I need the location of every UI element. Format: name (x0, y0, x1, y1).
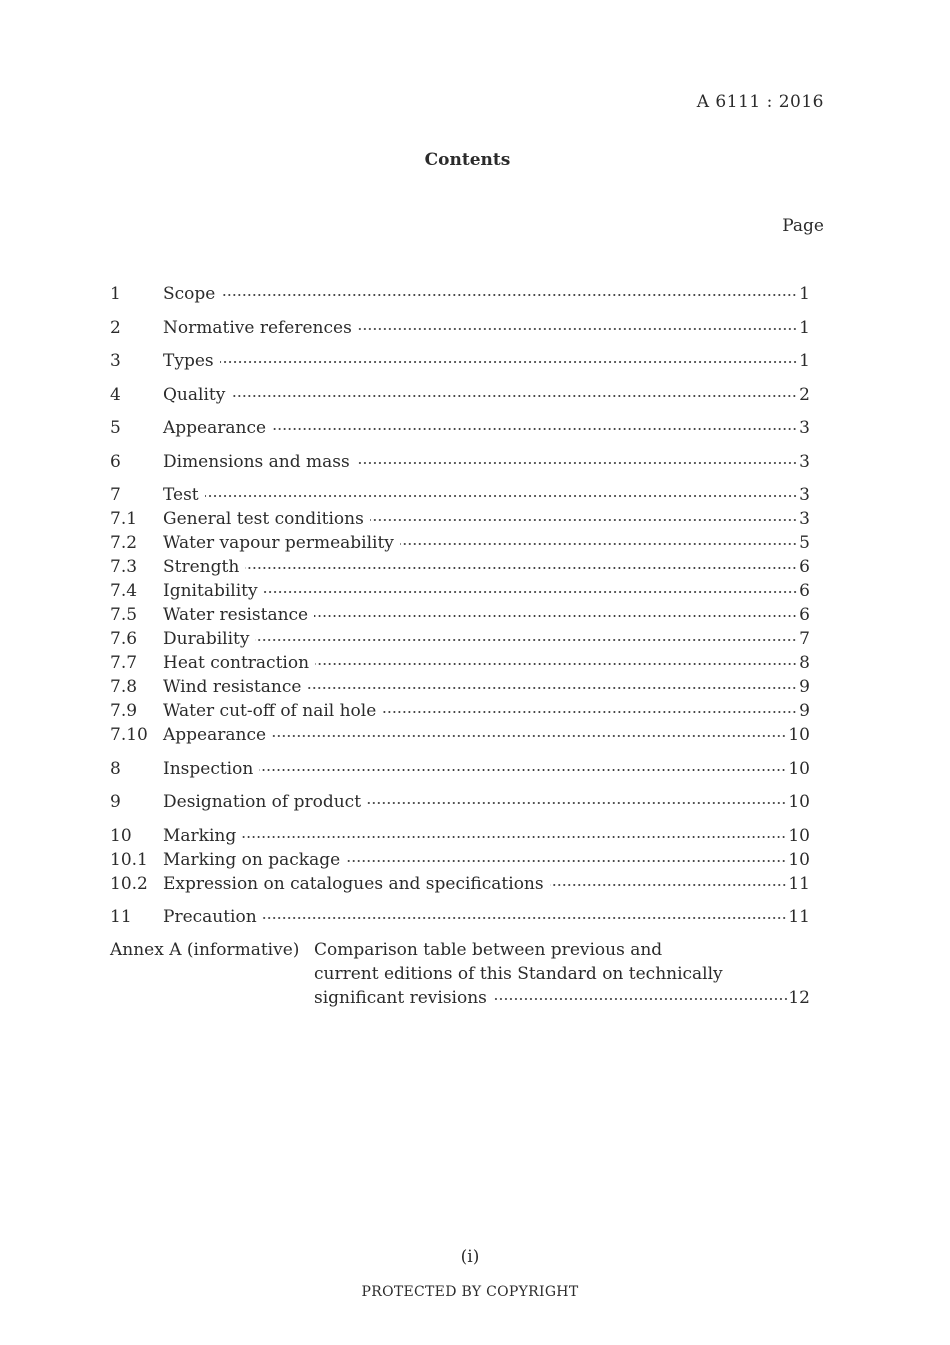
toc-title: Heat contraction (163, 653, 310, 673)
table-of-contents (110, 282, 810, 1010)
toc-entry-8[interactable] (110, 757, 810, 781)
toc-page: 9 (799, 677, 810, 697)
toc-page: 3 (799, 418, 810, 438)
toc-title: Types (163, 351, 214, 371)
toc-page: 10 (788, 849, 810, 870)
leader-dots (242, 835, 786, 839)
toc-title: Strength (163, 557, 240, 577)
toc-page: 9 (799, 701, 810, 721)
leader-dots (315, 662, 797, 666)
toc-number: 10.2 (110, 873, 148, 894)
toc-entry-7-5[interactable] (110, 603, 810, 627)
annex-label: Annex A (informative) (110, 940, 300, 960)
toc-number: 7.3 (110, 557, 138, 577)
leader-dots (307, 686, 797, 690)
toc-entry-7-3[interactable] (110, 555, 810, 579)
leader-dots (367, 801, 786, 805)
toc-title: Wind resistance (163, 677, 302, 697)
toc-title: Durability (163, 629, 250, 649)
leader-dots (245, 566, 797, 570)
toc-number: 4 (110, 384, 121, 405)
toc-entry-1[interactable] (110, 282, 810, 306)
leader-dots (221, 293, 797, 297)
toc-entry-4[interactable] (110, 383, 810, 407)
toc-title: Inspection (163, 758, 254, 779)
toc-entry-9[interactable] (110, 790, 810, 814)
toc-title: Quality (163, 384, 226, 405)
leader-dots (314, 614, 797, 618)
leader-dots (272, 427, 797, 431)
toc-entry-10-1[interactable] (110, 848, 810, 872)
toc-entry-7-4[interactable] (110, 579, 810, 603)
toc-number: 7.1 (110, 509, 138, 529)
leader-dots (346, 859, 786, 863)
leader-dots (264, 590, 798, 594)
leader-dots (231, 394, 797, 398)
toc-number: 7 (110, 485, 121, 505)
leader-dots (255, 638, 797, 642)
toc-entry-7-8[interactable] (110, 675, 810, 699)
toc-entry-11[interactable] (110, 905, 810, 929)
toc-title: Ignitability (163, 581, 258, 601)
toc-page: 6 (799, 605, 810, 625)
toc-page: 10 (788, 758, 810, 779)
toc-page: 11 (788, 873, 810, 894)
toc-number: 1 (110, 284, 121, 304)
toc-title: Water resistance (163, 605, 309, 625)
leader-dots (493, 997, 788, 1001)
toc-title: Normative references (163, 317, 352, 338)
leader-dots (356, 461, 797, 465)
toc-number: 7.6 (110, 629, 138, 649)
toc-number: 10.1 (110, 849, 148, 870)
toc-entry-10[interactable] (110, 824, 810, 848)
toc-number: 7.4 (110, 581, 138, 601)
leader-dots (358, 327, 797, 331)
leader-dots (382, 710, 797, 714)
page-title: Contents (424, 150, 511, 170)
toc-entry-7-6[interactable] (110, 627, 810, 651)
toc-title: Test (163, 485, 199, 505)
toc-entry-6[interactable] (110, 450, 810, 474)
toc-title: General test conditions (163, 509, 364, 529)
toc-entry-5[interactable] (110, 416, 810, 440)
toc-entry-7[interactable] (110, 483, 810, 507)
page-column-label: Page (782, 216, 824, 236)
leader-dots (272, 734, 786, 738)
toc-title: Appearance (163, 418, 267, 438)
leader-dots (400, 542, 797, 546)
toc-number: 7.5 (110, 605, 138, 625)
page-number: (i) (460, 1247, 480, 1267)
toc-entry-annex-a[interactable] (110, 938, 810, 1010)
toc-page: 6 (799, 557, 810, 577)
toc-entry-7-1[interactable] (110, 507, 810, 531)
toc-number: 7.9 (110, 701, 138, 721)
toc-page: 2 (799, 384, 810, 405)
toc-number: 9 (110, 792, 121, 812)
toc-number: 8 (110, 758, 121, 779)
toc-entry-7-7[interactable] (110, 651, 810, 675)
leader-dots (259, 768, 786, 772)
leader-dots (550, 883, 787, 887)
annex-title-line-1: Comparison table between previous and (314, 940, 663, 960)
toc-entry-7-10[interactable] (110, 723, 810, 747)
annex-title-line-2: current editions of this Standard on technically (314, 964, 723, 984)
toc-entry-2[interactable] (110, 316, 810, 340)
toc-page: 7 (799, 629, 810, 649)
toc-number: 7.7 (110, 653, 138, 673)
leader-dots (263, 916, 787, 920)
toc-page: 10 (788, 792, 810, 812)
toc-entry-10-2[interactable] (110, 872, 810, 896)
toc-page: 1 (799, 351, 810, 371)
toc-page: 3 (799, 451, 810, 472)
document-id: A 6111 : 2016 (696, 92, 824, 112)
leader-dots (205, 494, 798, 498)
copyright-notice: PROTECTED BY COPYRIGHT (361, 1284, 579, 1300)
toc-page: 3 (799, 485, 810, 505)
toc-number: 5 (110, 418, 121, 438)
toc-entry-3[interactable] (110, 349, 810, 373)
toc-entry-7-2[interactable] (110, 531, 810, 555)
toc-page: 1 (799, 284, 810, 304)
toc-page: 1 (799, 317, 810, 338)
toc-title: Dimensions and mass (163, 451, 350, 472)
toc-page: 10 (788, 725, 810, 745)
toc-title: Marking on package (163, 849, 341, 870)
toc-number: 7.2 (110, 533, 138, 553)
toc-title: Scope (163, 284, 216, 304)
toc-number: 7.10 (110, 725, 148, 745)
toc-title: Appearance (163, 725, 267, 745)
toc-page: 8 (799, 653, 810, 673)
toc-number: 10 (110, 825, 132, 846)
toc-page: 6 (799, 581, 810, 601)
toc-page: 10 (788, 825, 810, 846)
toc-number: 2 (110, 317, 121, 338)
toc-number: 11 (110, 907, 132, 927)
toc-page: 12 (788, 988, 810, 1008)
toc-page: 5 (799, 533, 810, 553)
toc-number: 6 (110, 451, 121, 472)
toc-title: Precaution (163, 907, 257, 927)
toc-title: Expression on catalogues and specifications (163, 873, 544, 894)
toc-entry-7-9[interactable] (110, 699, 810, 723)
toc-number: 3 (110, 351, 121, 371)
toc-title: Designation of product (163, 792, 362, 812)
toc-title: Marking (163, 825, 237, 846)
toc-page: 3 (799, 509, 810, 529)
annex-title-line-3: significant revisions (314, 988, 487, 1008)
leader-dots (220, 360, 798, 364)
toc-page: 11 (788, 907, 810, 927)
leader-dots (370, 518, 797, 522)
toc-title: Water cut-off of nail hole (163, 701, 377, 721)
toc-number: 7.8 (110, 677, 138, 697)
toc-title: Water vapour permeability (163, 533, 394, 553)
